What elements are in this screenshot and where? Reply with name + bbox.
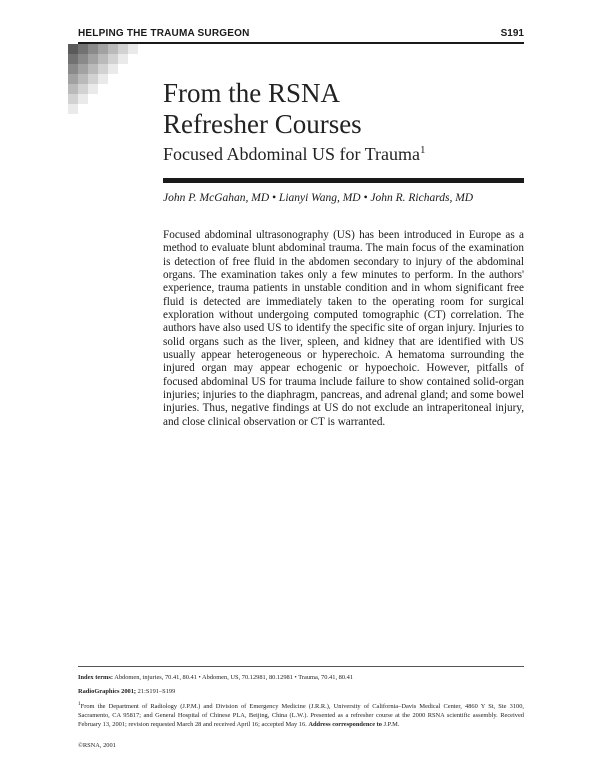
- index-terms-text: Abdomen, injuries, 70.41, 80.41 • Abdomen, US, 70.12981, 80.12981 • Trauma, 70.41, 80.41: [114, 674, 354, 681]
- checker-square: [78, 84, 88, 94]
- checker-square: [68, 84, 78, 94]
- checker-square: [78, 74, 88, 84]
- checker-square: [68, 74, 78, 84]
- abstract: Focused abdominal ultrasonography (US) has been introduced in Europe as a method to evaluate blunt abdominal trauma. The main focus of the examination is detection of free fluid in the abdomen secondary to injury of the abdominal organs. The examination takes only a few minutes to perform. In the authors' experience, trauma patients in unstable condition and in whom significant free fluid is detected are immediately taken to the operating room for surgical exploration without undergoing computed tomographic (CT) correlation. The authors have also used US to identify the specific site of organ injury. Injuries to solid organs such as the liver, spleen, and kidney that are identified with US usually appear heterogeneous or hyperechoic. A hematoma surrounding the injured organ may appear echogenic or hypoechoic. However, pitfalls of focused abdominal US for trauma include failure to show contained solid-organ injuries; injuries to the diaphragm, pancreas, and adrenal gland; and some bowel injuries. Thus, negative findings at US do not exclude an intraperitoneal injury, and close clinical observation or CT is warranted.: [163, 229, 524, 428]
- checker-square: [68, 104, 78, 114]
- affiliation-note: [78, 700, 524, 729]
- checker-square: [108, 44, 118, 54]
- index-terms-label: Index terms:: [78, 674, 113, 681]
- subtitle-text: Focused Abdominal US for Trauma: [163, 144, 421, 164]
- subtitle-footnote-mark: 1: [420, 144, 426, 156]
- checker-square: [78, 54, 88, 64]
- affiliation-text: From the Department of Radiology (J.P.M.) and Division of Emergency Medicine (J.R.R.), University of California–Davis Medical Center, 4860 Y St, Ste 3100, Sacramento, CA 95817; and General Hospital of Chinese PLA, Beijing, China (L.W.). Presented as a refresher course at the 2000 RSNA scientific assembly. Received February 13, 2001; revision requested March 28 and received April 16; accepted May 16.: [78, 703, 524, 729]
- index-terms: [78, 673, 524, 682]
- checker-square: [88, 74, 98, 84]
- checker-square: [68, 44, 78, 54]
- checker-square: [108, 64, 118, 74]
- copyright: ©RSNA, 2001: [78, 742, 116, 749]
- affiliation-mark: 1: [78, 701, 81, 707]
- checker-square: [88, 54, 98, 64]
- running-header: HELPING THE TRAUMA SURGEON: [78, 28, 250, 39]
- journal-citation: [78, 687, 524, 696]
- checker-square: [68, 94, 78, 104]
- journal-text: 21:S191–S199: [137, 688, 176, 695]
- checker-square: [88, 64, 98, 74]
- page-number: S191: [500, 28, 524, 39]
- title-line-2: Refresher Courses: [163, 109, 362, 139]
- article-subtitle: [163, 144, 426, 165]
- checker-square: [88, 84, 98, 94]
- checker-square: [68, 64, 78, 74]
- checker-square: [98, 74, 108, 84]
- title-rule: [163, 178, 524, 183]
- checker-square: [88, 44, 98, 54]
- page-title: [163, 78, 543, 140]
- footer-rule: [78, 666, 524, 667]
- checker-square: [98, 64, 108, 74]
- checker-square: [118, 44, 128, 54]
- checker-square: [78, 64, 88, 74]
- checker-square: [78, 94, 88, 104]
- address-text: J.P.M.: [383, 721, 400, 729]
- title-line-1: From the RSNA: [163, 78, 341, 108]
- checkerboard-decoration: [68, 44, 148, 124]
- checker-square: [118, 54, 128, 64]
- checker-square: [108, 54, 118, 64]
- journal-label: RadioGraphics 2001;: [78, 688, 137, 695]
- checker-square: [98, 44, 108, 54]
- checker-square: [128, 44, 138, 54]
- checker-square: [68, 54, 78, 64]
- author-list: John P. McGahan, MD • Lianyi Wang, MD • John R. Richards, MD: [163, 192, 474, 204]
- address-label: Address correspondence to: [308, 721, 382, 729]
- checker-square: [78, 44, 88, 54]
- checker-square: [98, 54, 108, 64]
